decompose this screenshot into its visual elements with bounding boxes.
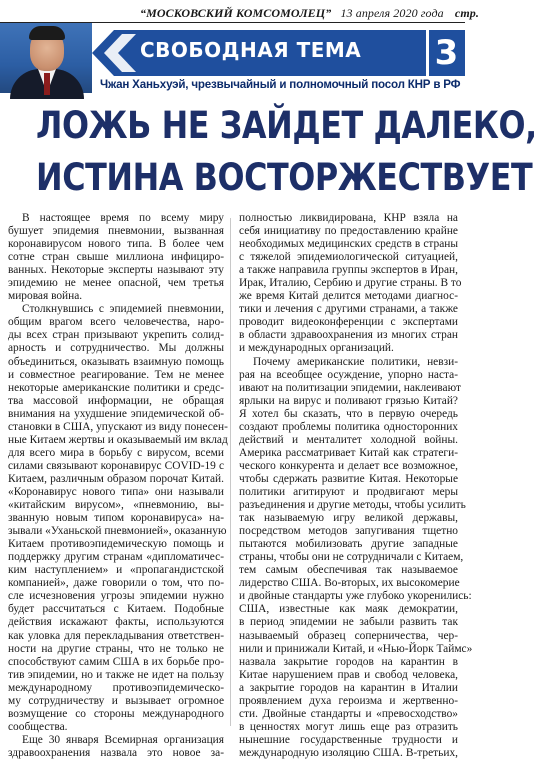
text-line: ивают на политизации эпидемии, наклеивают	[239, 381, 461, 394]
text-line: тва массовой информации, не обращая	[8, 394, 224, 407]
text-line: некоторые американские политики и средс-	[8, 381, 224, 394]
text-line: Почему американские политики, невзи-	[253, 355, 458, 368]
text-line: США, известные как маяк демократии,	[239, 603, 458, 616]
text-line: международному противоэпидемическо-	[8, 681, 224, 694]
paper-name: “МОСКОВСКИЙ КОМСОМОЛЕЦ”	[140, 6, 332, 20]
text-line: и совместное реагирование. Тем не менее	[8, 368, 224, 381]
text-line: коронавирусом нового типа. В более чем	[8, 238, 224, 251]
text-line: лидерство США. Во-вторых, их высокомерие	[239, 577, 460, 590]
text-line: создают проблемы политика односторонних	[239, 420, 458, 433]
text-line: для всего мира в борьбу с вирусом, всеми	[8, 446, 224, 459]
text-line: посредством методов запугивания тщетно	[239, 525, 458, 538]
text-line: «китайским вирусом», «пневмонию, вы-	[8, 499, 224, 512]
text-line: необходимых медицинских средств в страны	[239, 238, 458, 251]
headline-line-1: ЛОЖЬ НЕ ЗАЙДЕТ ДАЛЕКО,	[35, 104, 537, 147]
page-label: стр.	[454, 6, 479, 20]
text-line: себя инициативу по предоставлению крайне	[239, 225, 458, 238]
text-line: силами связывают коронавирус COVID-19 с	[8, 459, 224, 472]
text-line: «Коронавирус нового типа» они называли	[8, 485, 224, 498]
text-line: так называемую игру великой державы,	[239, 512, 458, 525]
text-line: с тяжелой эпидемиологической ситуацией,	[239, 251, 458, 264]
text-line: страны, чтобы они не сотрудничали с Китаем,	[239, 551, 464, 564]
text-line: сотне стран свыше миллиона инфициро-	[8, 251, 224, 264]
paper-line	[140, 6, 479, 20]
text-line: бушует эпидемия пневмонии, вызванная	[8, 225, 224, 238]
text-line: компанией», даже говорили о том, что по-	[8, 577, 224, 590]
text-line: и международных организаций.	[239, 342, 394, 355]
text-line: Америка рассматривает Китай как стратеги-	[239, 446, 458, 459]
text-line: проводит видеоконференции с экспертами	[239, 316, 458, 329]
photo-hair	[29, 26, 65, 40]
masthead	[0, 0, 479, 110]
text-line: действий и менталитет холодной войны.	[239, 433, 458, 446]
text-line: как уловка для перекладывания ответствен-	[8, 629, 224, 642]
article-column-right	[239, 212, 473, 759]
text-line: му сотрудничеству и вызывает огромное	[8, 694, 224, 707]
text-line: и двойные стандарты уже глубоко укоренились:	[239, 590, 472, 603]
text-line: в ценностях могут лишь еще раз отразить	[239, 720, 458, 733]
text-line: тем самым обеспечивая так называемое	[239, 564, 458, 577]
text-line: эпидемию не менее опасной, чем третья	[8, 277, 224, 290]
article-body	[0, 212, 473, 759]
text-line: рая на всеобщее осуждение, упорно наста-	[239, 368, 458, 381]
text-line: объединиться, оказывать взаимную помощь	[8, 355, 224, 368]
text-line: будет рассчитаться с Китаем. Подобные	[8, 603, 224, 616]
text-line: ванных. Некоторые эксперты называют эту	[8, 264, 224, 277]
text-line: чтобы сдержать развитие Китая. Некоторые	[239, 472, 458, 485]
text-line: мировая война.	[8, 290, 83, 303]
article-headline	[0, 98, 537, 210]
photo-tie	[44, 73, 50, 95]
text-line: ности на другие страны, что не только не	[8, 642, 224, 655]
text-line: сти. Двойные стандарты и «превосходство»	[239, 707, 458, 720]
text-line: политики агитируют и продвигают меры	[239, 485, 458, 498]
text-line: Ирак, Италию, Сербию и другие страны. В то	[239, 277, 462, 290]
text-line: становки в США, упускают из виду понесен-	[8, 420, 228, 433]
text-line: называемый образец соперничества, чер-	[239, 629, 458, 642]
text-line: общим врагом всего человечества, наро-	[8, 316, 224, 329]
text-line: ды всех стран призывают укрепить солид-	[8, 329, 224, 342]
author-byline: Чжан Ханьхуэй, чрезвычайный и полномочный посол КНР в РФ	[100, 78, 461, 91]
text-line: назвала закрытие городов на карантин в	[239, 655, 458, 668]
text-line: званную новым типом коронавируса» на-	[8, 512, 224, 525]
text-line: внимания на ухудшение эпидемической об-	[8, 407, 224, 420]
article-column-left	[8, 212, 228, 759]
text-line: а закрытие городов на карантин в Италии	[239, 681, 458, 694]
text-line: ческого конкурента и делает все возможное,	[239, 459, 458, 472]
text-line: международную изоляцию США. В-третьих,	[239, 746, 458, 759]
text-line: а также направила группы экспертов в Иран,	[239, 264, 458, 277]
text-line: поддержку другим странам «дипломатичес-	[8, 551, 224, 564]
text-line: возмущение со стороны международного	[8, 707, 224, 720]
text-line: в период эпидемии не забыли развить так	[239, 616, 458, 629]
issue-date: 13 апреля 2020 года	[340, 6, 444, 20]
text-line: Еще 30 января Всемирная организация	[22, 733, 224, 746]
text-line: ким наступлением» и «пропагандистской	[8, 564, 224, 577]
text-line: проявлением духа героизма и жертвенно-	[239, 694, 458, 707]
text-line: Китаем, различным образом порочат Китай.	[8, 472, 224, 485]
page-number: 3	[434, 33, 459, 73]
text-line: сле исчезновения угрозы эпидемии нужно	[8, 590, 224, 603]
text-line: разъединения и другие методы, чтобы усилить	[239, 499, 466, 512]
text-line: полностью ликвидирована, КНР взяла на	[239, 212, 458, 224]
text-line: же время Китай делится методами диагнос-	[239, 290, 458, 303]
text-line: в области здравоохранения из многих стран	[239, 329, 458, 342]
text-line: Китаем противоэпидемическую помощь и	[8, 538, 224, 551]
text-line: Китае нарушением прав и свобод человека,	[239, 668, 458, 681]
text-line: сообщества.	[8, 720, 68, 733]
text-line: Столкнувшись с эпидемией пневмонии,	[22, 303, 224, 316]
text-line: действия искажают факты, используются	[8, 616, 224, 629]
text-line: здравоохранения назвала это новое за-	[8, 746, 224, 759]
text-line: В настоящее время по всему миру	[22, 212, 224, 224]
headline-line-2: ИСТИНА ВОСТОРЖЕСТВУЕТ	[35, 156, 533, 199]
text-line: зывали «Уханьской пневмонией», оказанную	[8, 525, 227, 538]
text-line: нынешние государственные трудности и	[239, 733, 458, 746]
text-line: способствуют самим США в их борьбе про-	[8, 655, 224, 668]
text-line: нили и принижали Китай, и «Нью-Йорк Таймс»	[239, 642, 473, 655]
text-line: арность и сотрудничество. Мы должны	[8, 342, 224, 355]
text-line: Я хотел бы сказать, что в первую очередь	[239, 407, 458, 420]
author-photo	[0, 23, 92, 93]
rubric-band	[92, 30, 465, 76]
text-line: пытаются мобилизовать другие западные	[239, 538, 458, 551]
text-line: ярлыки на вирус и поливают грязью Китай?	[239, 394, 458, 407]
text-line: ные Китаем жертвы и оказываемый им вклад	[8, 433, 228, 446]
text-line: тив эпидемии, но и также не идет на пользу	[8, 668, 224, 681]
rubric-title: СВОБОДНАЯ ТЕМА	[140, 38, 362, 62]
text-line: тики и лечения с другими странами, а также	[239, 303, 458, 316]
